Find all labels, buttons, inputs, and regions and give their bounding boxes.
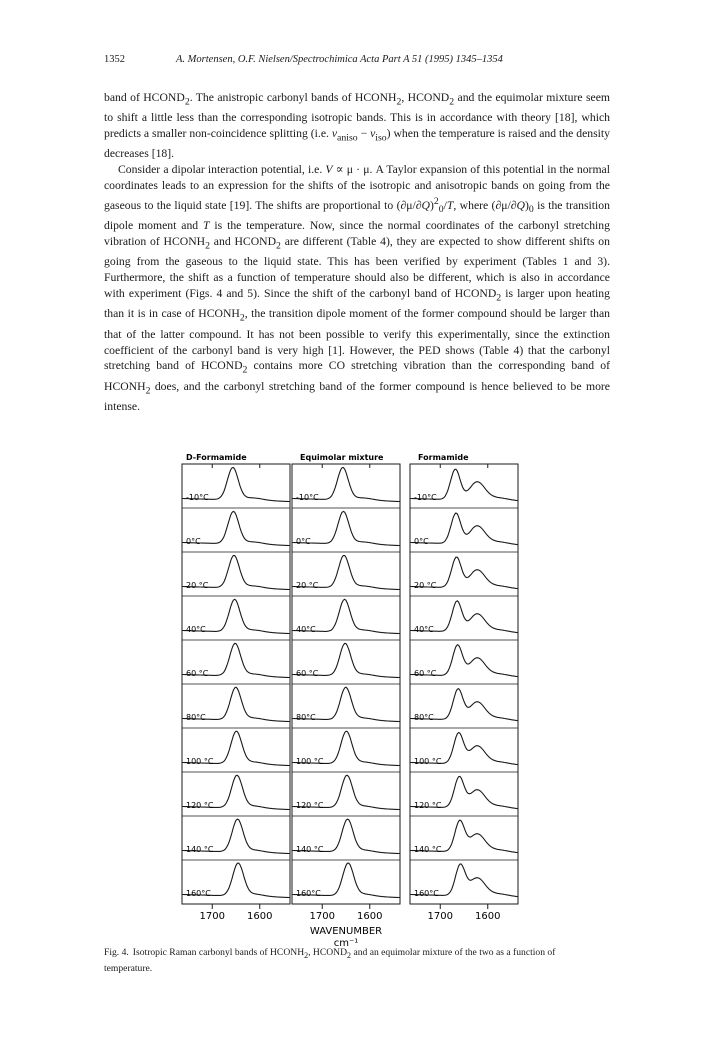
temperature-label: 80°C bbox=[296, 713, 316, 722]
figure-4 bbox=[170, 452, 530, 949]
temperature-label: 20 °C bbox=[414, 581, 437, 590]
temperature-label: 60 °C bbox=[414, 669, 437, 678]
temperature-label: 140 °C bbox=[414, 845, 442, 854]
column-title: Formamide bbox=[418, 453, 469, 462]
tick-label: 1700 bbox=[199, 911, 225, 922]
paragraph-1: band of $HCOND_2$. The anistropic carbonyl bands of $HCONH_2$, $HCOND_2$ and the equimolar mixture seem to shift a little less than the corresponding isotropic bands. This is in accordance with theory [18], which predicts a smaller non-coincidence splitting (i.e. $\nu_{aniso} - \nu_{iso}$) when the temperature is raised and the density decreases [18]. bbox=[104, 91, 610, 161]
journal-citation: A. Mortensen, O.F. Nielsen/Spectrochimica Acta Part A 51 (1995) 1345–1354 bbox=[176, 54, 503, 65]
figure-caption: Fig. 4. Isotropic Raman carbonyl bands of $HCONH_2$, $HCOND_2$ and an equimolar mixture of the two as a function of temperature. bbox=[104, 947, 556, 974]
temperature-label: 100 °C bbox=[414, 757, 442, 766]
tick-label: 1700 bbox=[309, 911, 335, 922]
temperature-label: 140 °C bbox=[296, 845, 324, 854]
spectra-grid bbox=[170, 452, 530, 949]
paragraph-2: Consider a dipolar interaction potential, i.e. V ∝ μ · μ. A Taylor expansion of this potential in the normal coordinates leads to an expression for the shifts of the isotropic and anisotropic bands on going from the gaseous to the liquid state [19]. The shifts are proportional to $(\partial\mu/\partial Q)^2_0/T$, where $(\partial\mu/\partial Q)_0$ is the transition dipole moment and T is the temperature. Now, since the normal coordinates of the carbonyl stretching vibration of $HCONH_2$ and $HCOND_2$ are different (Table 4), they are expected to show different shifts on going from the gaseous to the liquid state. This has been verified by experiment (Tables 1 and 3). Furthermore, the shift as a function of temperature should also be different, which is also in accordance with experiment (Figs. 4 and 5). Since the shift of the carbonyl band of $HCOND_2$ is larger upon heating than it is in case of $HCONH_2$, the transition dipole moment of the former compound should be larger than that of the latter compound. It has not been possible to verify this experimentally, since the extinction coefficient of the carbonyl band is very high [1]. However, the PED shows (Table 4) that the carbonyl stretching band of $HCOND_2$ contains more CO stretching vibration than the corresponding band of $HCONH_2$ does, and the carbonyl stretching band of the former compound is hence believed to be more intense. bbox=[104, 163, 611, 413]
page-number: 1352 bbox=[104, 54, 125, 65]
body-text bbox=[104, 90, 610, 415]
x-axis-label: WAVENUMBER bbox=[309, 926, 383, 937]
temperature-label: -10°C bbox=[414, 493, 437, 502]
temperature-label: 60 °C bbox=[186, 669, 209, 678]
column-title: D-Formamide bbox=[186, 453, 247, 462]
caption-label: Fig. 4. bbox=[104, 947, 129, 958]
temperature-label: 0°C bbox=[296, 537, 311, 546]
running-head bbox=[104, 52, 614, 68]
temperature-label: 80°C bbox=[186, 713, 206, 722]
temperature-label: 160°C bbox=[296, 889, 321, 898]
temperature-label: 20 °C bbox=[186, 581, 209, 590]
temperature-label: 100 °C bbox=[296, 757, 324, 766]
temperature-label: 60 °C bbox=[296, 669, 319, 678]
x-axis-unit: cm⁻¹ bbox=[333, 938, 359, 949]
temperature-label: 100 °C bbox=[186, 757, 214, 766]
temperature-label: 120 °C bbox=[186, 801, 214, 810]
temperature-label: 20 °C bbox=[296, 581, 319, 590]
temperature-label: -10°C bbox=[186, 493, 209, 502]
temperature-label: 0°C bbox=[186, 537, 201, 546]
tick-label: 1600 bbox=[357, 911, 383, 922]
temperature-label: 40°C bbox=[296, 625, 316, 634]
temperature-label: 140 °C bbox=[186, 845, 214, 854]
temperature-label: 120 °C bbox=[296, 801, 324, 810]
temperature-label: 80°C bbox=[414, 713, 434, 722]
tick-label: 1700 bbox=[427, 911, 453, 922]
temperature-label: 160°C bbox=[414, 889, 439, 898]
tick-label: 1600 bbox=[247, 911, 273, 922]
temperature-label: 120 °C bbox=[414, 801, 442, 810]
temperature-label: 40°C bbox=[414, 625, 434, 634]
temperature-label: 40°C bbox=[186, 625, 206, 634]
tick-label: 1600 bbox=[475, 911, 501, 922]
temperature-label: 0°C bbox=[414, 537, 429, 546]
temperature-label: -10°C bbox=[296, 493, 319, 502]
column-title: Equimolar mixture bbox=[300, 453, 384, 462]
temperature-label: 160°C bbox=[186, 889, 211, 898]
